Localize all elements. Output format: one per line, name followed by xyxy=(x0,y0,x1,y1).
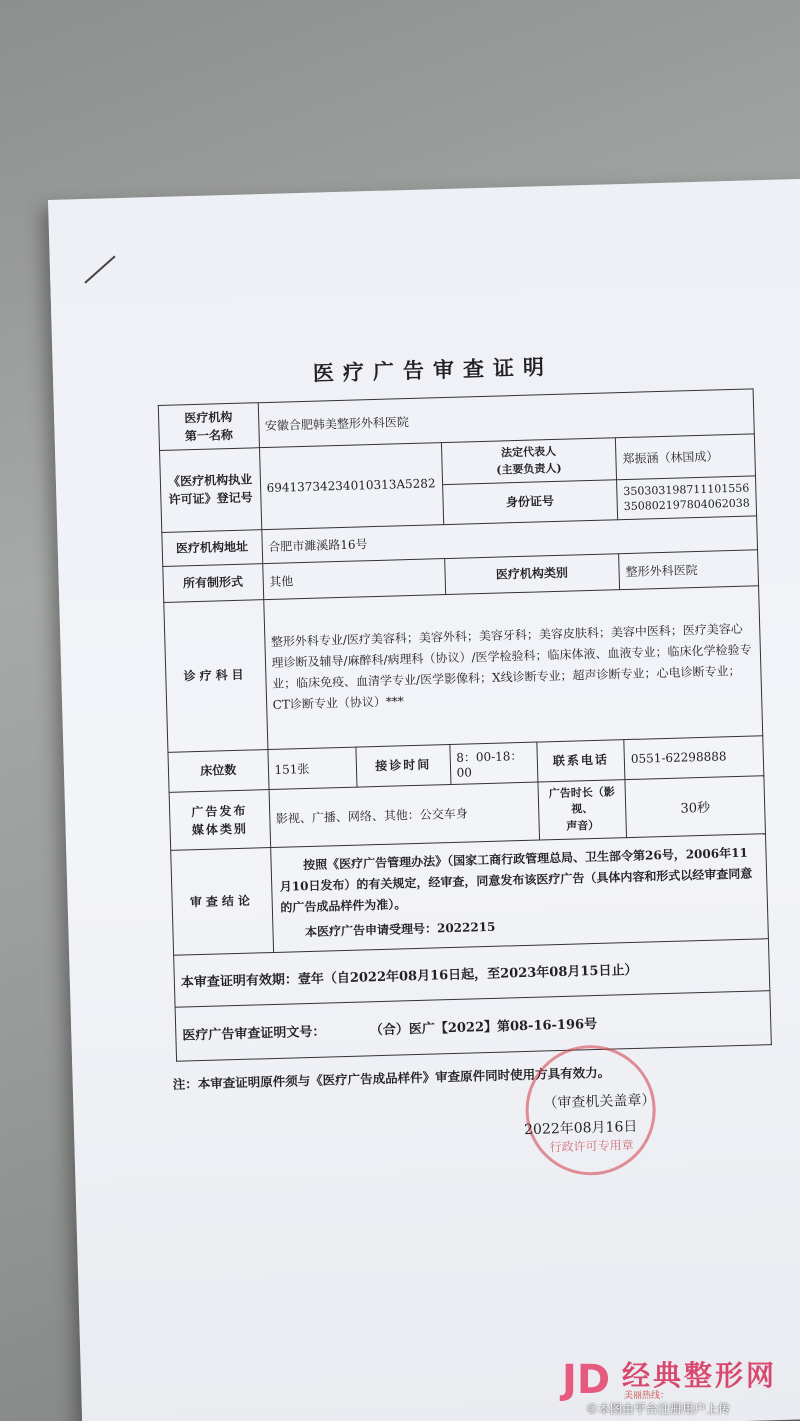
address-value: 合肥市濉溪路16号 xyxy=(261,516,757,564)
cert-number-value: （合）医广【2022】第08-16-196号 xyxy=(369,1017,598,1039)
media-value: 影视、广播、网络、其他：公交车身 xyxy=(269,782,540,848)
ownership-label: 所有制形式 xyxy=(163,563,263,602)
cert-number-label: 医疗广告审查证明文号： xyxy=(182,1024,326,1044)
beds-label: 床位数 xyxy=(168,749,269,792)
id-label: 身份证号 xyxy=(442,480,618,525)
watermark-hotline: 美丽热线： xyxy=(624,1391,670,1401)
phone-label: 联系电话 xyxy=(537,739,625,781)
media-label: 广告发布 媒体类别 xyxy=(169,789,270,850)
hours-label: 接诊时间 xyxy=(356,744,450,787)
license-label: 《医疗机构执业 许可证》登记号 xyxy=(160,448,262,533)
rep-label: 法定代表人 (主要负责人) xyxy=(441,438,617,485)
hours-value: 8：00-18：00 xyxy=(449,742,538,784)
table-row xyxy=(164,586,763,753)
application-number: 本医疗广告申请受理号：2022215 xyxy=(304,920,496,940)
phone-value: 0551-62298888 xyxy=(624,736,764,780)
license-value: 69413734234010313A5282 xyxy=(259,443,443,530)
subjects-value: 整形外科专业/医疗美容科；美容外科；美容牙科；美容皮肤科；美容中医科；医疗美容心理诊断及辅导/麻醉科/病理科（协议）/医学检验科；临床体液、血液专业；临床化学检验专业；临床免疫、血清学专业/医学影像科；X线诊断专业；超声诊断专业；心电诊断专业；CT诊断专业（协议）*** xyxy=(263,586,762,750)
id-value: 350303198711101556 350802197804062038 xyxy=(617,476,757,520)
document-paper xyxy=(48,179,800,1421)
validity-note: 注：本审查证明原件须与《医疗广告成品样件》审查原件同时使用方具有效力。 xyxy=(172,1064,611,1092)
category-value: 整形外科医院 xyxy=(619,550,759,590)
name-value: 安徽合肥韩美整形外科医院 xyxy=(258,389,755,448)
document-title: 医疗广告审查证明 xyxy=(312,353,554,386)
conclusion-cell xyxy=(270,834,768,953)
beds-value: 151张 xyxy=(267,747,357,789)
issue-date: 2022年08月16日 xyxy=(523,1118,638,1139)
duration-label: 广告时长（影视、 声音） xyxy=(538,779,627,840)
table-row xyxy=(171,834,769,956)
address-label: 医疗机构地址 xyxy=(162,529,262,566)
duration-value: 30秒 xyxy=(625,776,766,838)
subjects-label: 诊疗科目 xyxy=(164,599,268,752)
certificate-table xyxy=(158,388,772,1062)
pen-mark xyxy=(84,256,115,284)
authority-stamp-label: （审查机关盖章） xyxy=(543,1092,656,1112)
validity-text: 本审查证明有效期：壹年（自2022年08月16日起，至2023年08月15日止） xyxy=(174,939,770,1008)
watermark-brand: 经典整形网 xyxy=(622,1359,778,1392)
watermark-logo-icon: JD xyxy=(561,1357,611,1403)
rep-value: 郑振涵（林国成） xyxy=(615,434,755,480)
ownership-value: 其他 xyxy=(262,558,445,599)
watermark-upload-note: ©本图由平台注册用户上传 xyxy=(586,1402,731,1416)
conclusion-text: 按照《医疗广告管理办法》（国家工商行政管理总局、卫生部令第26号，2006年11月10日发布）的有关规定，经审查，同意发布该医疗广告（具体内容和形式以经审查同意的广告成品样件为准）。 xyxy=(279,845,753,916)
conclusion-label: 审查结论 xyxy=(171,848,273,956)
seal-text: 行政许可专用章 xyxy=(549,1138,634,1155)
category-label: 医疗机构类别 xyxy=(444,553,619,594)
name-label: 医疗机构 第一名称 xyxy=(158,403,259,451)
